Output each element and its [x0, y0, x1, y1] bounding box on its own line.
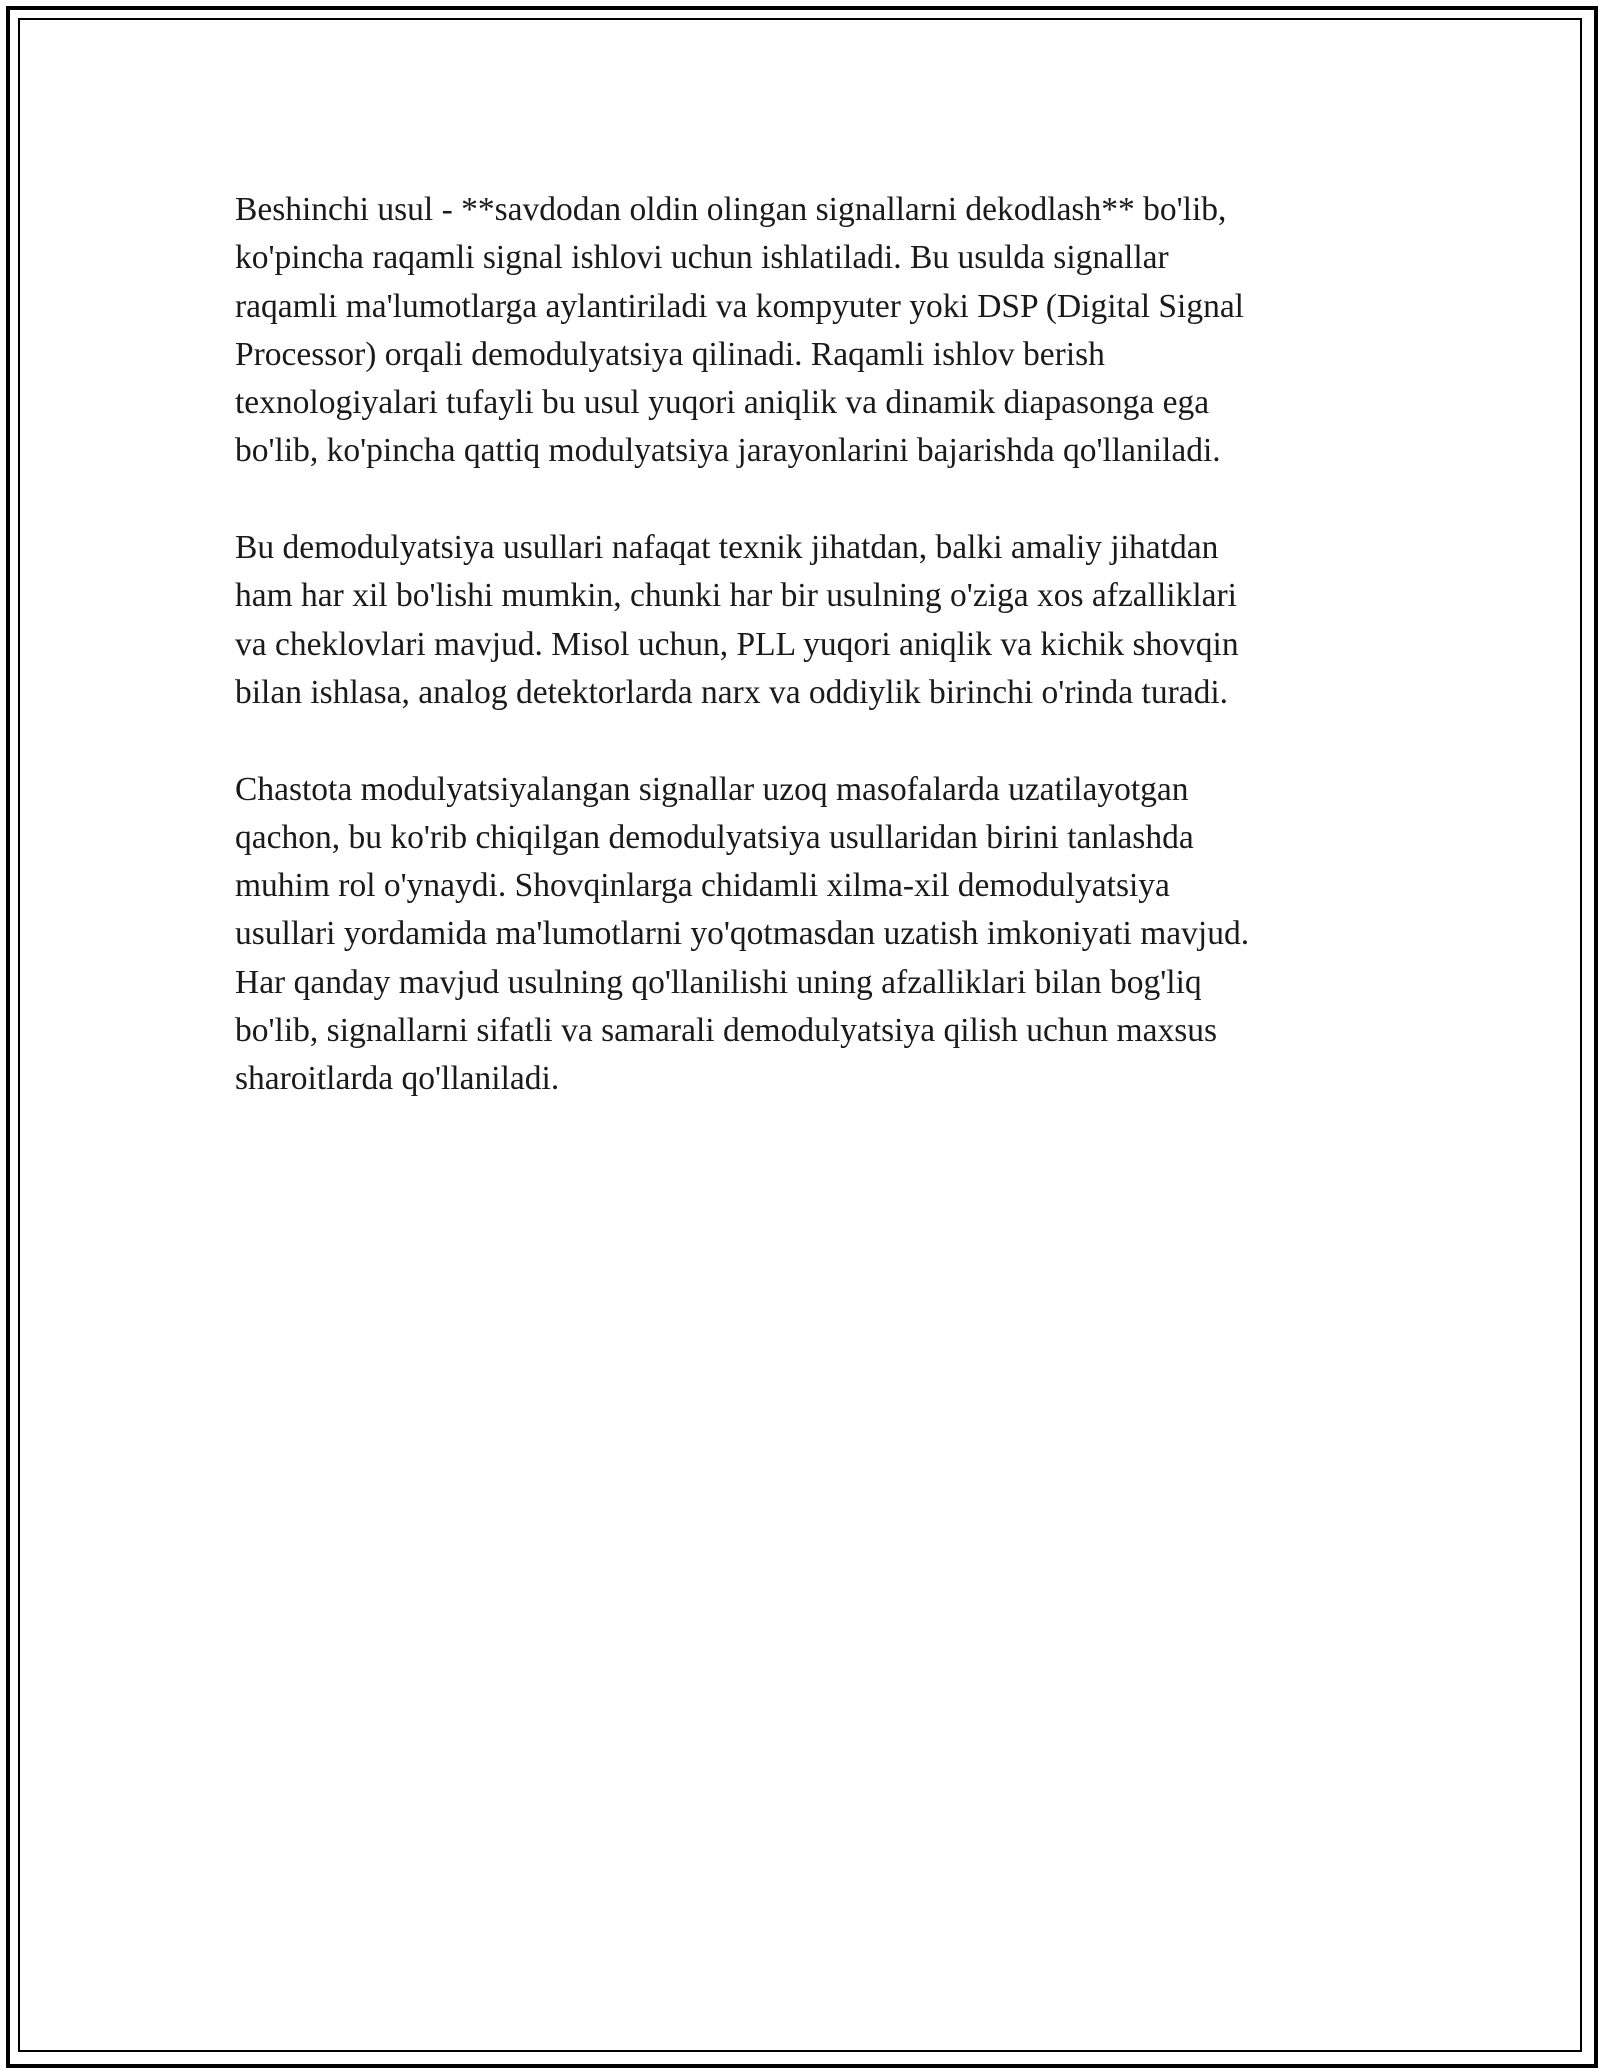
paragraph-line: va cheklovlari mavjud. Misol uchun, PLL yuqori aniqlik va kichik shovqin [235, 625, 1239, 663]
document-body [235, 186, 1365, 1152]
paragraph-line: qachon, bu ko'rib chiqilgan demodulyatsiya usullaridan birini tanlashda [235, 818, 1194, 856]
paragraph-2 [235, 524, 1365, 717]
paragraph-line: sharoitlarda qo'llaniladi. [235, 1060, 560, 1098]
paragraph-line: bo'lib, ko'pincha qattiq modulyatsiya jarayonlarini bajarishda qo'llaniladi. [235, 432, 1221, 470]
paragraph-line: bilan ishlasa, analog detektorlarda narx va oddiylik birinchi o'rinda turadi. [235, 673, 1229, 711]
paragraph-1 [235, 186, 1365, 476]
paragraph-line: ko'pincha raqamli signal ishlovi uchun ishlatiladi. Bu usulda signallar [235, 239, 1169, 277]
paragraph-line: texnologiyalari tufayli bu usul yuqori aniqlik va dinamik diapasonga ega [235, 384, 1210, 422]
paragraph-line: Bu demodulyatsiya usullari nafaqat texnik jihatdan, balki amaliy jihatdan [235, 529, 1219, 567]
paragraph-line: ham har xil bo'lishi mumkin, chunki har bir usulning o'ziga xos afzalliklari [235, 577, 1237, 615]
paragraph-line: Beshinchi usul - **savdodan oldin olingan signallarni dekodlash** bo'lib, [235, 191, 1227, 228]
paragraph-line: bo'lib, signallarni sifatli va samarali demodulyatsiya qilish uchun maxsus [235, 1012, 1218, 1050]
paragraph-line: raqamli ma'lumotlarga aylantiriladi va kompyuter yoki DSP (Digital Signal [235, 287, 1244, 325]
paragraph-line: Har qanday mavjud usulning qo'llanilishi uning afzalliklari bilan bog'liq [235, 963, 1202, 1001]
paragraph-line: muhim rol o'ynaydi. Shovqinlarga chidamli xilma-xil demodulyatsiya [235, 867, 1170, 905]
paragraph-3 [235, 766, 1365, 1104]
paragraph-line: usullari yordamida ma'lumotlarni yo'qotmasdan uzatish imkoniyati mavjud. [235, 915, 1250, 953]
paragraph-line: Processor) orqali demodulyatsiya qilinadi. Raqamli ishlov berish [235, 335, 1105, 373]
paragraph-line: Chastota modulyatsiyalangan signallar uzoq masofalarda uzatilayotgan [235, 770, 1189, 808]
